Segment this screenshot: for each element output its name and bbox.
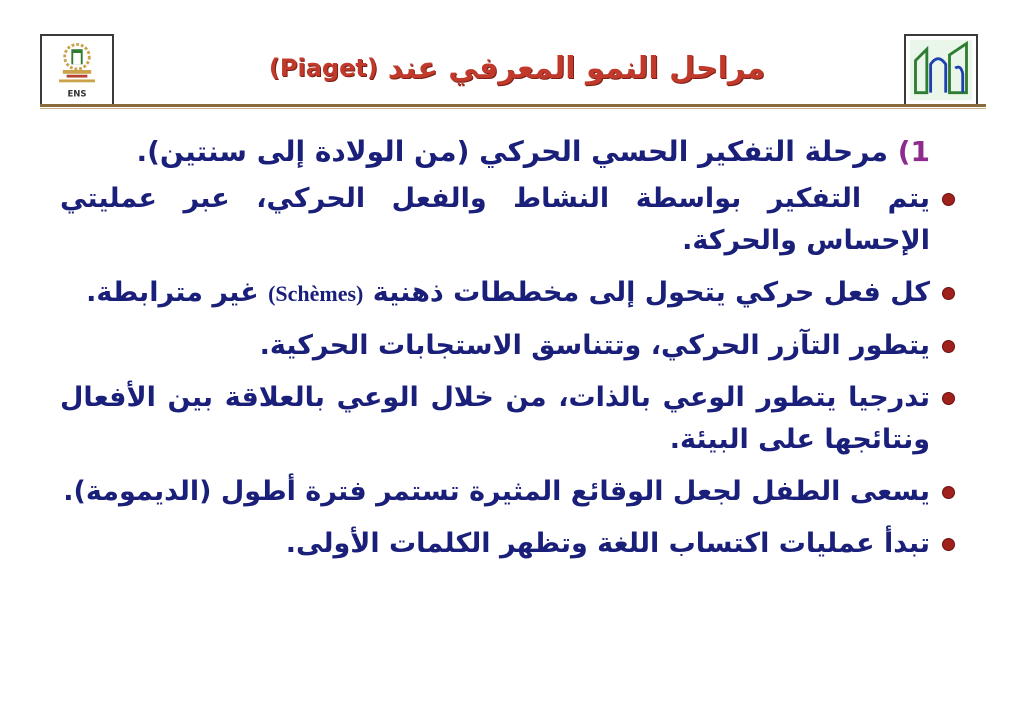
bullet-item (60, 523, 960, 565)
ens-logo (40, 34, 114, 106)
bullet-item (60, 377, 960, 461)
institution-logo-icon (906, 36, 976, 104)
bullet-text: تبدأ عمليات اكتساب اللغة وتظهر الكلمات الأولى. (285, 528, 930, 559)
title-arabic: مراحل النمو المعرفي عند (387, 50, 766, 86)
bullet-item (60, 272, 960, 315)
bullet-text: يتم التفكير بواسطة النشاط والفعل الحركي، عبر عمليتي الإحساس والحركة. (60, 183, 930, 256)
bullet-dot-icon (943, 288, 954, 299)
header-divider (40, 104, 986, 107)
page-title (130, 40, 894, 96)
bullet-text-end: غير مترابطة. (86, 277, 259, 308)
bullet-latin-term: (Schèmes) (268, 281, 364, 306)
title-latin: (Piaget) (268, 54, 378, 82)
ens-logo-text: ENS (67, 89, 87, 100)
institution-logo (904, 34, 978, 106)
bullet-dot-icon (943, 194, 954, 205)
bullet-dot-icon (943, 393, 954, 404)
bullet-dot-icon (943, 539, 954, 550)
bullet-item (60, 178, 960, 262)
bullet-text: تدرجيا يتطور الوعي بالذات، من خلال الوعي بالعلاقة بين الأفعال ونتائجها على البيئة. (60, 382, 930, 455)
section-number: 1) (897, 135, 930, 168)
bullet-text: يتطور التآزر الحركي، وتتناسق الاستجابات الحركية. (259, 330, 930, 361)
section-heading-text: مرحلة التفكير الحسي الحركي (من الولادة إلى سنتين). (136, 135, 888, 168)
bullet-dot-icon (943, 341, 954, 352)
bullet-item (60, 325, 960, 367)
section-heading (60, 130, 960, 174)
ens-logo-icon (42, 36, 112, 104)
header-divider-thin (40, 108, 986, 109)
bullet-text: يسعى الطفل لجعل الوقائع المثيرة تستمر فترة أطول (الديمومة). (63, 476, 930, 507)
bullet-text: كل فعل حركي يتحول إلى مخططات ذهنية (372, 277, 930, 308)
bullet-dot-icon (943, 487, 954, 498)
slide-content (60, 130, 960, 575)
bullet-item (60, 471, 960, 513)
